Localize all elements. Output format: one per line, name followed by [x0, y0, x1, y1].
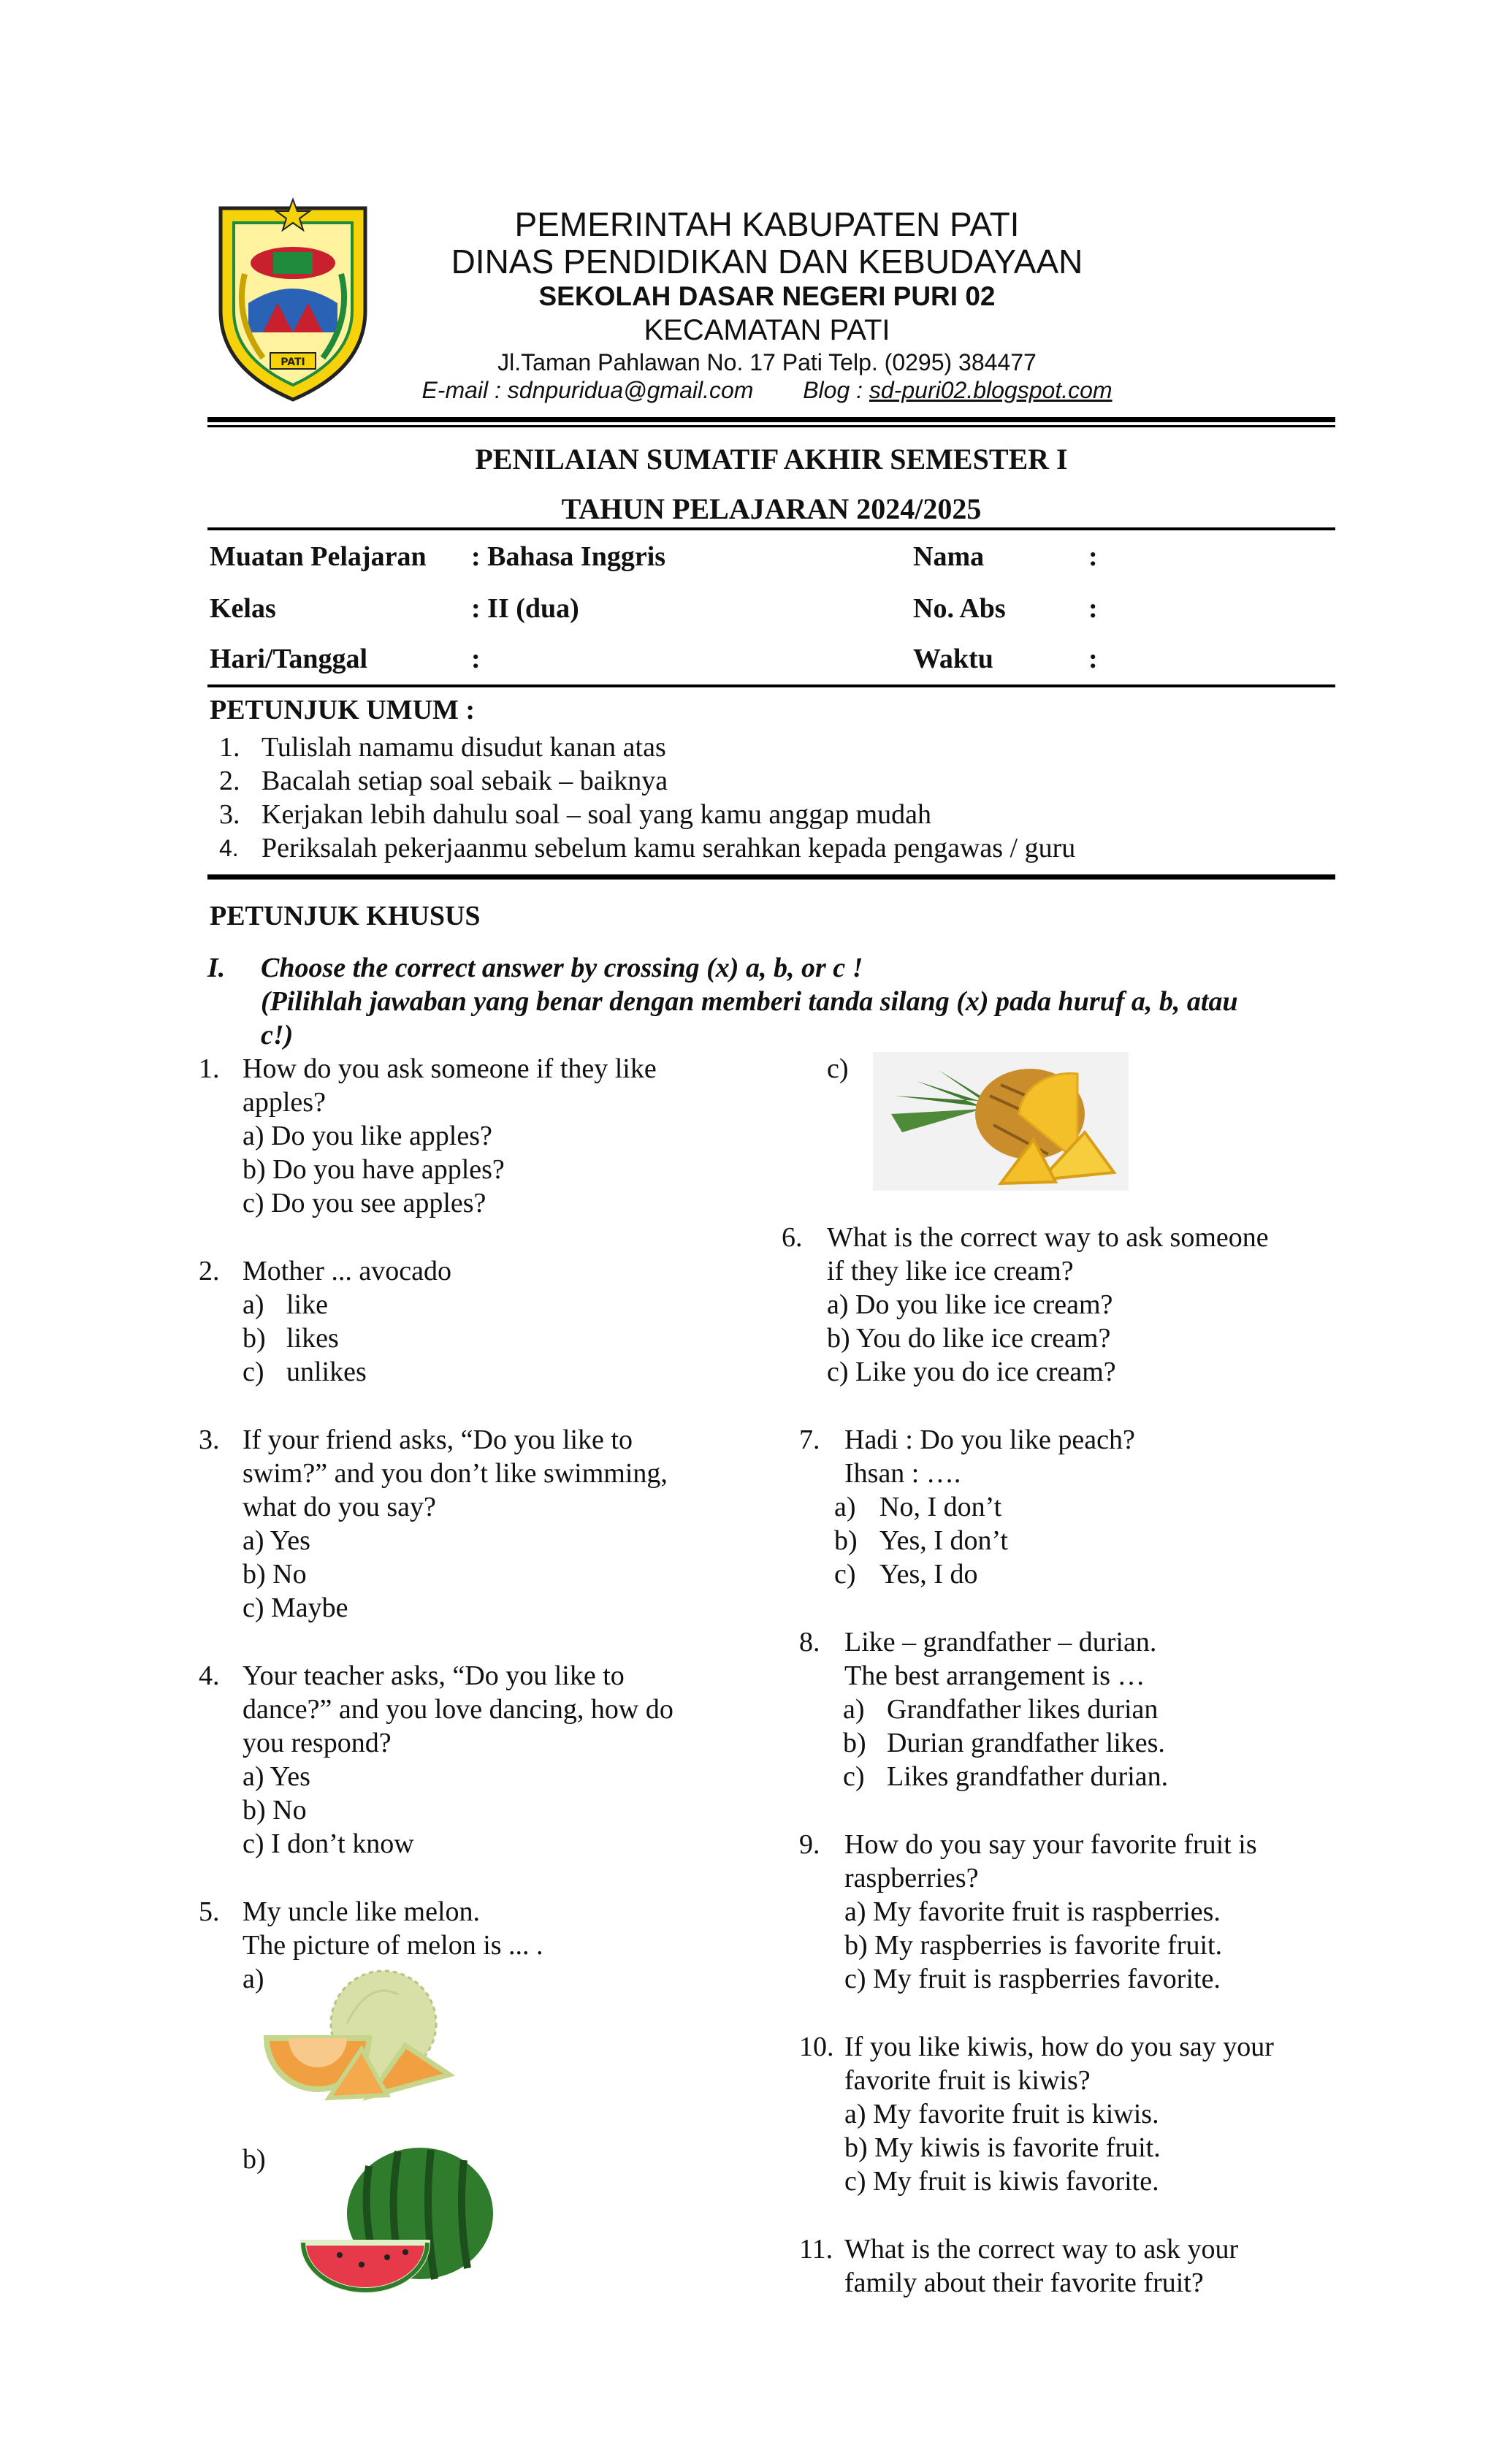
question-8 [799, 1625, 1340, 1793]
special-heading: PETUNJUK KHUSUS [210, 901, 481, 931]
general-item [219, 831, 1329, 865]
question-number: 11. [799, 2234, 833, 2265]
question-text: How do you ask someone if they like [243, 1053, 657, 1084]
general-heading: PETUNJUK UMUM : [210, 695, 476, 725]
header-rule-thin [207, 425, 1335, 427]
regency-logo [212, 194, 374, 405]
question-5-option-c[interactable]: c) [827, 1053, 849, 1084]
exam-year: TAHUN PELAJARAN 2024/2025 [561, 492, 982, 525]
name-field[interactable]: : [1088, 541, 1098, 572]
question-10 [799, 2030, 1340, 2198]
info-rule [207, 684, 1335, 687]
question-text: what do you say? [243, 1492, 436, 1522]
option-a[interactable]: a) Yes [243, 1525, 310, 1556]
question-text: family about their favorite fruit? [844, 2267, 1204, 2298]
question-5-option-b[interactable]: b) [243, 2144, 266, 2175]
question-text: Like – grandfather – durian. [844, 1627, 1157, 1658]
question-text: Hadi : Do you like peach? [844, 1424, 1135, 1455]
question-text: swim?” and you don’t like swimming, [243, 1458, 668, 1489]
district-name: KECAMATAN PATI [644, 314, 890, 346]
watermelon-image[interactable] [289, 2144, 508, 2301]
option-c[interactable]: c) My fruit is kiwis favorite. [844, 2166, 1159, 2197]
time-label: Waktu [913, 644, 993, 674]
question-number: 5. [199, 1896, 220, 1927]
question-text: Your teacher asks, “Do you like to [243, 1660, 625, 1691]
item-number: 4. [219, 835, 239, 861]
general-item [219, 764, 1329, 798]
email-text: E-mail : sdnpuridua@gmail.com [421, 377, 754, 403]
option-a[interactable]: a) No, I don’t [834, 1492, 1002, 1522]
question-text: How do you say your favorite fruit is [844, 1829, 1257, 1860]
section-instruction-translation: (Pilihlah jawaban yang benar dengan memberi tanda silang (x) pada huruf a, b, atau [261, 986, 1238, 1017]
question-text: If you like kiwis, how do you say your [844, 2032, 1274, 2062]
option-c[interactable]: c) Do you see apples? [243, 1188, 486, 1218]
question-text: favorite fruit is kiwis? [844, 2065, 1091, 2096]
item-text: Bacalah setiap soal sebaik – baiknya [262, 766, 668, 796]
day-label: Hari/Tanggal [210, 644, 368, 674]
item-number: 3. [219, 799, 240, 830]
title-rule [207, 527, 1335, 530]
item-number: 1. [219, 732, 240, 763]
question-4 [199, 1659, 725, 1861]
question-number: 7. [799, 1424, 820, 1455]
item-number: 2. [219, 766, 240, 796]
section-instruction: Choose the correct answer by crossing (x) a, b, or c ! [261, 953, 863, 983]
time-field[interactable]: : [1088, 644, 1098, 674]
question-number: 8. [799, 1627, 820, 1658]
option-b[interactable]: b) No [243, 1795, 307, 1826]
exam-title: PENILAIAN SUMATIF AKHIR SEMESTER I [475, 443, 1068, 476]
general-item [219, 731, 1329, 764]
item-text: Periksalah pekerjaanmu sebelum kamu serahkan kepada pengawas / guru [262, 833, 1076, 863]
question-9 [799, 1828, 1340, 1996]
option-b[interactable]: b) My kiwis is favorite fruit. [844, 2132, 1161, 2163]
option-b[interactable]: b) You do like ice cream? [827, 1323, 1111, 1354]
option-b[interactable]: b) Yes, I don’t [834, 1525, 1008, 1556]
header-rule-thick [207, 417, 1335, 422]
question-1 [199, 1052, 725, 1220]
question-number: 9. [799, 1829, 820, 1860]
question-6 [782, 1221, 1337, 1389]
question-text: The best arrangement is … [844, 1660, 1145, 1691]
section-instruction-translation-end: c!) [261, 1020, 294, 1050]
question-number: 4. [199, 1660, 220, 1691]
question-7 [799, 1423, 1340, 1591]
class-label: Kelas [210, 593, 276, 624]
school-address: Jl.Taman Pahlawan No. 17 Pati Telp. (0295) 384477 [497, 349, 1037, 375]
question-text: My uncle like melon. [243, 1896, 481, 1927]
question-text: raspberries? [844, 1863, 979, 1893]
section-number: I. [207, 953, 226, 983]
general-item [219, 798, 1329, 831]
option-c[interactable]: c) My fruit is raspberries favorite. [844, 1964, 1221, 1994]
school-name: SEKOLAH DASAR NEGERI PURI 02 [538, 281, 996, 311]
option-b[interactable]: b) likes [243, 1323, 339, 1354]
question-11 [799, 2232, 1340, 2300]
option-a[interactable]: a) My favorite fruit is raspberries. [844, 1896, 1221, 1927]
option-c[interactable]: c) unlikes [243, 1357, 367, 1387]
svg-text:PATI: PATI [280, 356, 305, 368]
option-b[interactable]: b) Durian grandfather likes. [843, 1728, 1165, 1758]
question-number: 2. [199, 1256, 220, 1286]
general-instructions-list [219, 731, 1329, 865]
option-c[interactable]: c) Likes grandfather durian. [843, 1761, 1169, 1792]
option-b[interactable]: b) My raspberries is favorite fruit. [844, 1930, 1223, 1961]
question-number: 1. [199, 1053, 220, 1084]
question-text: apples? [243, 1087, 326, 1118]
option-a[interactable]: a) Do you like ice cream? [827, 1289, 1113, 1320]
question-3 [199, 1423, 725, 1625]
option-b[interactable]: b) No [243, 1559, 307, 1590]
question-number: 10. [799, 2032, 834, 2062]
option-a[interactable]: a) like [243, 1289, 328, 1320]
question-number: 3. [199, 1424, 220, 1455]
option-a[interactable]: a) Yes [243, 1761, 310, 1792]
option-a[interactable]: a) My favorite fruit is kiwis. [844, 2099, 1159, 2129]
contact-line [394, 377, 1140, 404]
option-c[interactable]: c) I don’t know [243, 1828, 414, 1859]
option-b[interactable]: b) Do you have apples? [243, 1154, 505, 1185]
option-c[interactable]: c) Yes, I do [834, 1559, 978, 1590]
question-text: Ihsan : …. [844, 1458, 961, 1489]
question-text: What is the correct way to ask your [844, 2234, 1239, 2265]
header-line2: DINAS PENDIDIKAN DAN KEBUDAYAAN [451, 243, 1083, 281]
cantaloupe-image[interactable] [259, 1965, 464, 2104]
option-c[interactable]: c) Maybe [243, 1593, 348, 1623]
blog-label: Blog : [803, 377, 869, 403]
question-2 [199, 1254, 725, 1389]
class-value: : II (dua) [471, 593, 579, 624]
option-a[interactable]: a) Do you like apples? [243, 1121, 492, 1151]
question-text: Mother ... avocado [243, 1256, 451, 1286]
abs-field[interactable]: : [1088, 593, 1098, 624]
question-text: The picture of melon is ... . [243, 1930, 543, 1961]
question-text: If your friend asks, “Do you like to [243, 1424, 633, 1455]
subject-value: : Bahasa Inggris [471, 541, 666, 572]
subject-label: Muatan Pelajaran [210, 541, 427, 572]
item-text: Kerjakan lebih dahulu soal – soal yang kamu anggap mudah [262, 799, 932, 830]
question-text: dance?” and you love dancing, how do [243, 1694, 673, 1725]
pineapple-image[interactable] [873, 1052, 1129, 1191]
general-rule-thick [207, 874, 1335, 880]
option-c[interactable]: c) Like you do ice cream? [827, 1357, 1116, 1387]
question-number: 6. [782, 1222, 803, 1253]
question-text: What is the correct way to ask someone [827, 1222, 1269, 1253]
option-a[interactable]: a) Grandfather likes durian [843, 1694, 1159, 1725]
blog-link[interactable]: sd-puri02.blogspot.com [869, 377, 1113, 403]
abs-label: No. Abs [913, 593, 1006, 624]
item-text: Tulislah namamu disudut kanan atas [262, 732, 666, 763]
option-a[interactable]: a) [243, 1964, 264, 1994]
header-line1: PEMERINTAH KABUPATEN PATI [514, 205, 1020, 243]
day-value: : [471, 644, 481, 674]
question-text: if they like ice cream? [827, 1256, 1074, 1286]
name-label: Nama [913, 541, 985, 572]
question-text: you respond? [243, 1728, 392, 1758]
